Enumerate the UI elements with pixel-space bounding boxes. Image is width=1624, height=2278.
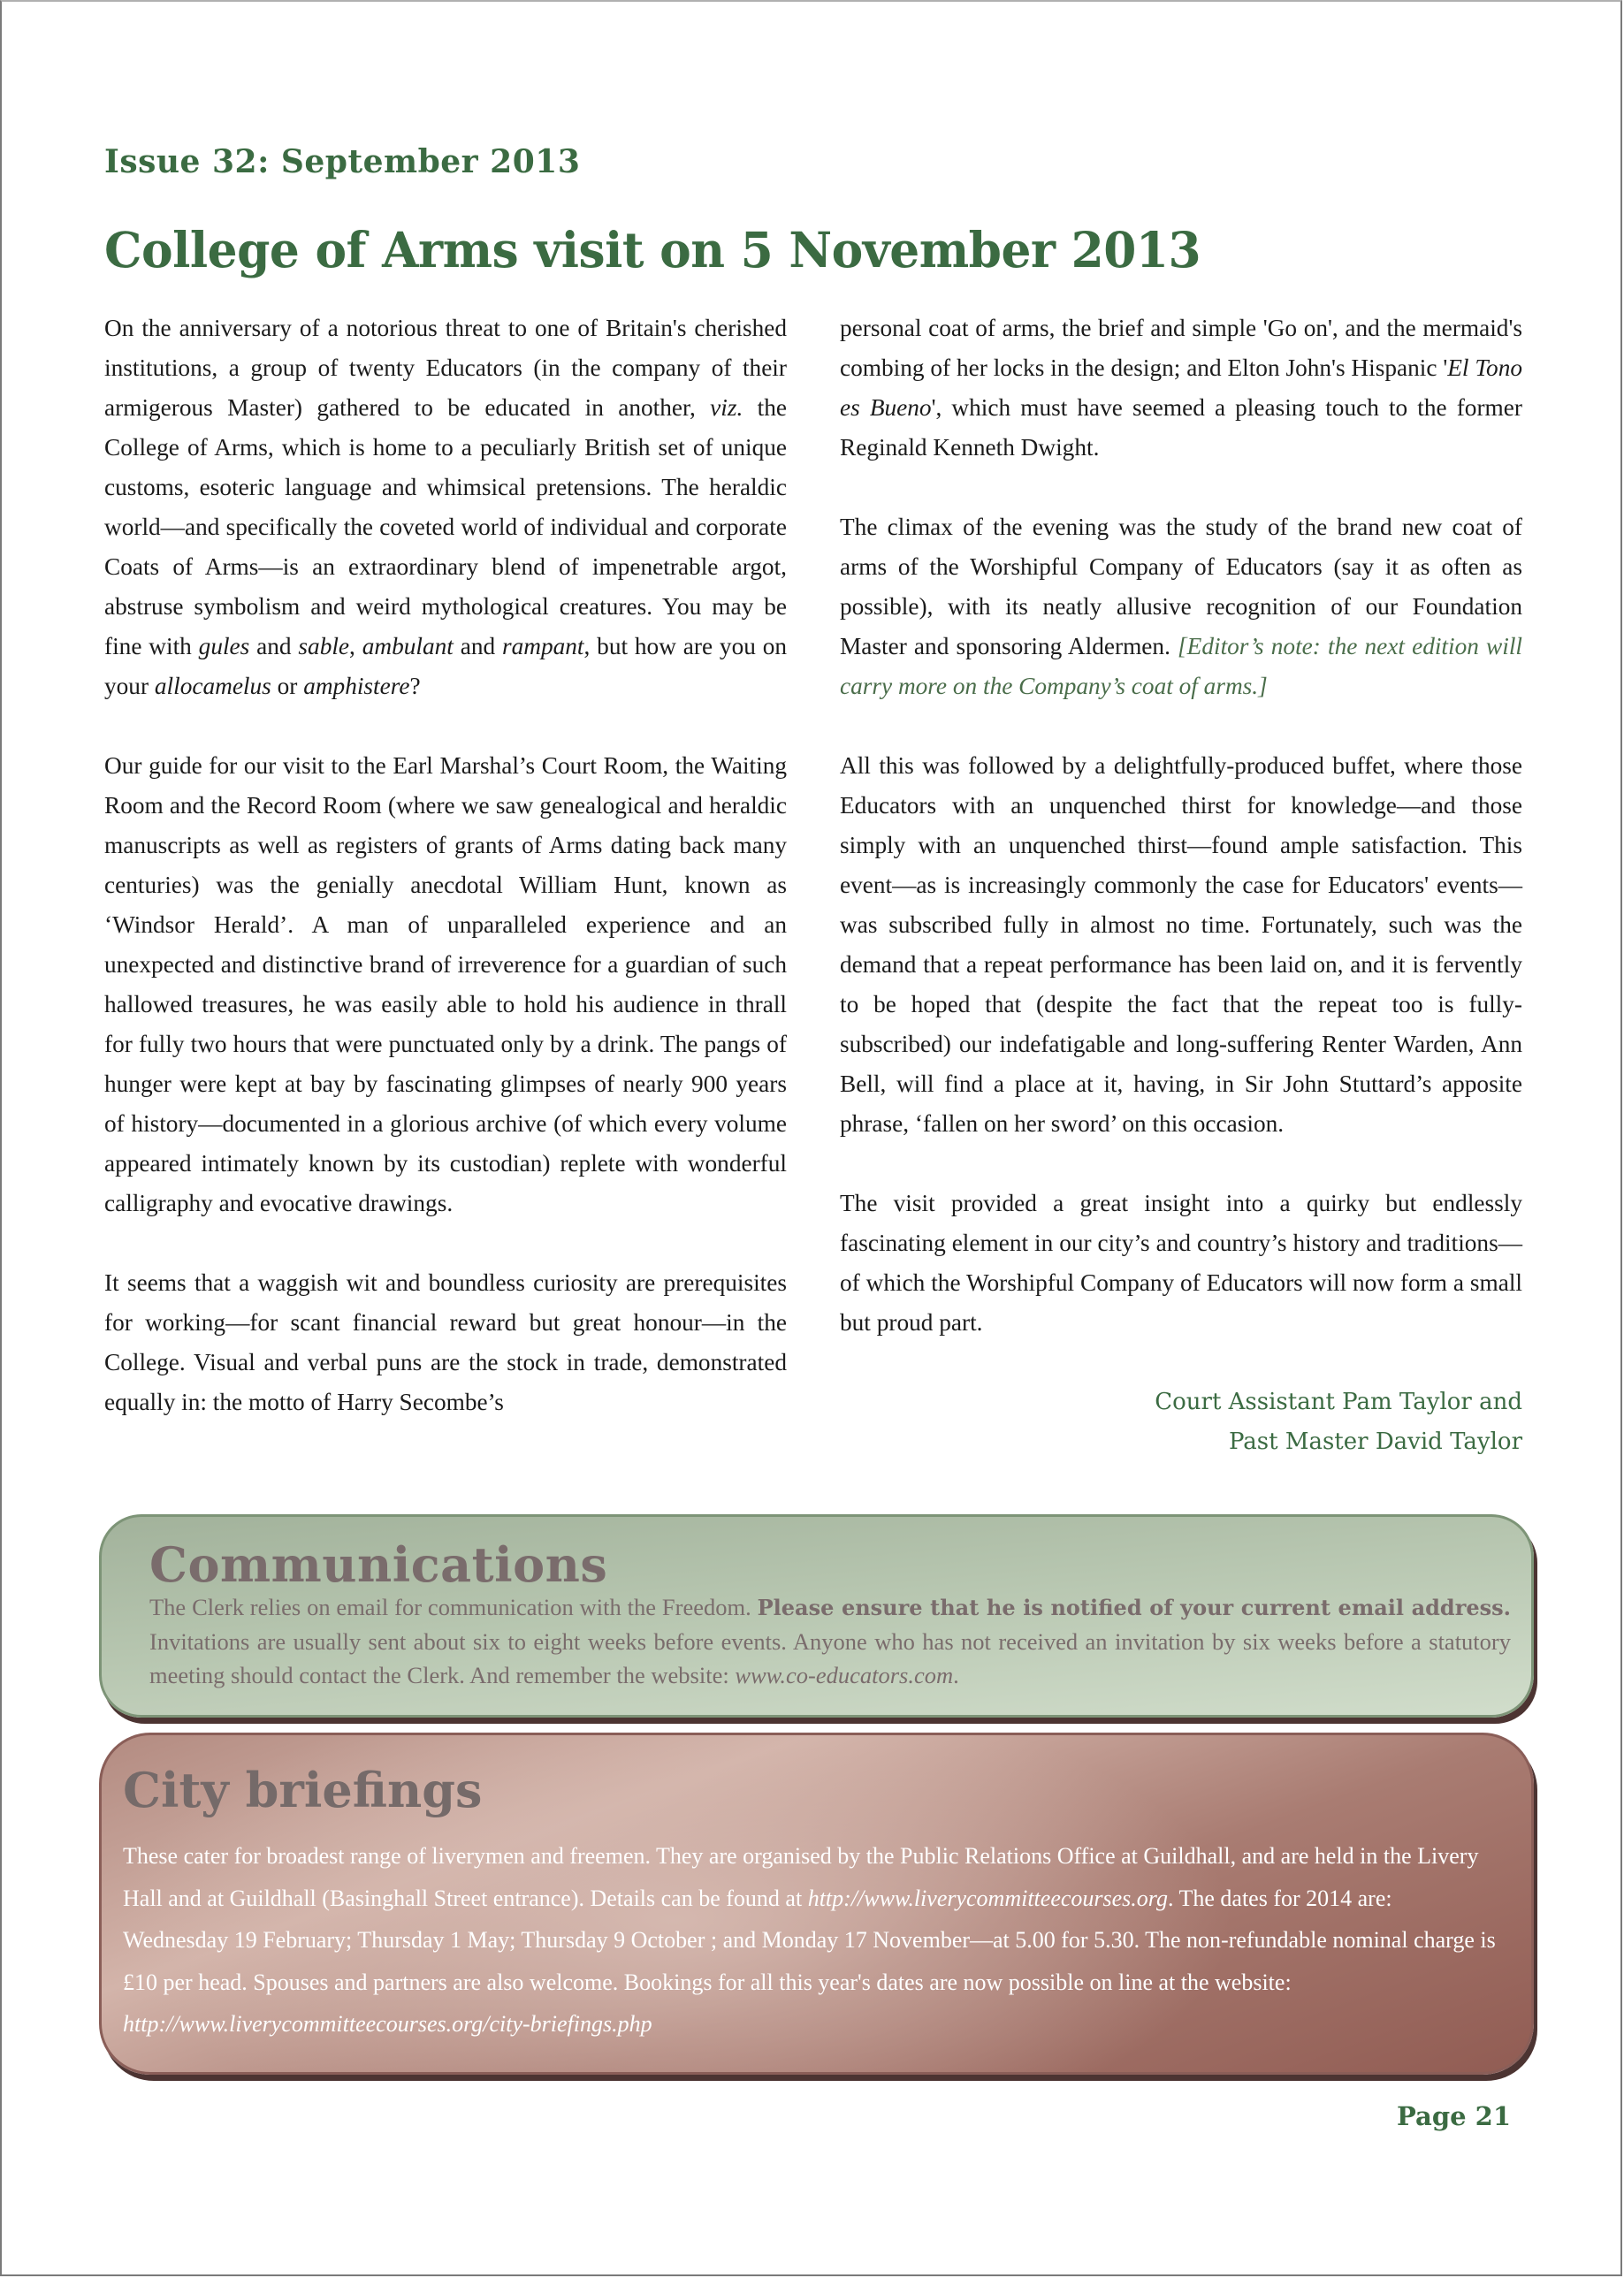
text-run: the College of Arms, which is home to a peculiarly British set of unique customs, esoteric language and whimsical pretensions. The heraldic world—and specifically the coveted world of individual and corporate Coats of Arms—is an extraordinary blend of impenetrable argot, abstruse symbolism and weird mythological creatures. You may be fine with	[104, 394, 787, 659]
article-right-column	[840, 309, 1522, 1462]
text-run: .	[953, 1662, 959, 1688]
city-briefings-link[interactable]: http://www.liverycommitteecourses.org/city-briefings.php	[123, 2011, 652, 2037]
article-paragraph: It seems that a waggish wit and boundless curiosity are prerequisites for working—for scant financial reward but great honour—in the College. Visual and verbal puns are the stock in trade, demonstrated equally in: the motto of Harry Secombe’s	[104, 1269, 787, 1415]
communications-box	[99, 1514, 1534, 1718]
text-run: ?	[409, 673, 421, 699]
text-run: . The dates for 2014 are: Wednesday 19 February; Thursday 1 May; Thursday 9 October ; and Monday 17 November—at 5.00 for 5.30. The non-refundable nominal charge is £10 per head. Spouses and partners are also welcome. Bookings for all this year's dates are now possible on line at the website:	[123, 1885, 1496, 1995]
text-run: The climax of the evening was the study of the brand new coat of arms of the Worshipful Company of Educators (say it as often as possible), with its neatly allusive recognition of our Foundation Master and sponsoring Aldermen.	[840, 514, 1522, 659]
website-link[interactable]: www.co-educators.com	[735, 1662, 954, 1688]
italic-term: allocamelus	[154, 673, 271, 699]
editor-note: [Editor’s note: the next edition will carry more on the Company’s coat of arms.]	[840, 633, 1522, 699]
city-briefings-box	[99, 1733, 1534, 2075]
signature-line: Past Master David Taylor	[1228, 1429, 1522, 1455]
text-run: and	[249, 633, 299, 659]
italic-term: gules	[198, 633, 250, 659]
city-briefings-title: City briefings	[123, 1762, 483, 1818]
italic-term: amphistere	[303, 673, 410, 699]
article-paragraph	[104, 309, 787, 706]
text-run: ', which must have seemed a pleasing touch to the former Reginald Kenneth Dwight.	[840, 394, 1522, 461]
text-run: or	[271, 673, 304, 699]
text-run: These cater for broadest range of liverymen and freemen. They are organised by the Public Relations Office at Guildhall, and are held in the Livery Hall and at Guildhall (Basinghall Street entrance). Details can be found at	[123, 1843, 1479, 1911]
text-run: ,	[349, 633, 362, 659]
article-left-column	[104, 309, 787, 1422]
bold-notice: Please ensure that he is notified of your current email address.	[757, 1595, 1512, 1620]
city-briefings-text	[123, 1835, 1502, 2046]
page-number: Page 21	[1397, 2101, 1511, 2131]
article-paragraph	[840, 309, 1522, 468]
livery-courses-link[interactable]: http://www.liverycommitteecourses.org	[807, 1885, 1168, 1911]
text-run: personal coat of arms, the brief and simple 'Go on', and the mermaid's combing of her locks in the design; and Elton John's Hispanic '	[840, 315, 1522, 381]
communications-title: Communications	[149, 1536, 608, 1593]
issue-label: Issue 32: September 2013	[104, 143, 581, 180]
text-run: On the anniversary of a notorious threat to one of Britain's cherished institutions, a group of twenty Educators (in the company of their armigerous Master) gathered to be educated in another,	[104, 315, 787, 421]
article-paragraph: All this was followed by a delightfully-produced buffet, where those Educators with an unquenched thirst for knowledge—and those simply with an unquenched thirst—found ample satisfaction. This event—as is increasingly commonly the case for Educators' events—was subscribed fully in almost no time. Fortunately, such was the demand that a repeat performance has been laid on, and it is fervently to be hoped that (despite the fact that the repeat too is fully-subscribed) our indefatigable and long-suffering Renter Warden, Ann Bell, will find a place at it, having, in Sir John Stuttard’s apposite phrase, ‘fallen on her sword’ on this occasion.	[840, 752, 1522, 1137]
italic-term: rampant	[501, 633, 584, 659]
italic-term: ambulant	[362, 633, 454, 659]
article-paragraph: Our guide for our visit to the Earl Marshal’s Court Room, the Waiting Room and the Record Room (where we saw genealogical and heraldic manuscripts as well as registers of grants of Arms dating back many centuries) was the genially anecdotal William Hunt, known as ‘Windsor Herald’. A man of unparalleled experience and an unexpected and distinctive brand of irreverence for a guardian of such hallowed treasures, he was easily able to hold his audience in thrall for fully two hours that were punctuated only by a drink. The pangs of hunger were kept at bay by fascinating glimpses of nearly 900 years of history—documented in a glorious archive (of which every volume appeared intimately known by its custodian) replete with wonderful calligraphy and evocative drawings.	[104, 752, 787, 1216]
article-paragraph	[840, 507, 1522, 706]
italic-term: El Tono es Bueno	[840, 354, 1522, 421]
article-paragraph: The visit provided a great insight into a quirky but endlessly fascinating element in our city’s and country’s history and traditions—of which the Worshipful Company of Educators will now form a small but proud part.	[840, 1190, 1522, 1336]
text-run: The Clerk relies on email for communication with the Freedom.	[149, 1594, 758, 1620]
article-signature	[840, 1383, 1522, 1462]
italic-term: sable	[298, 633, 350, 659]
text-run: , but how are you on your	[104, 633, 788, 699]
communications-text	[149, 1590, 1511, 1692]
text-run: Invitations are usually sent about six to eight weeks before events. Anyone who has not received an invitation by six weeks before a statutory meeting should contact the Clerk. And remember the website:	[149, 1628, 1511, 1688]
italic-term: viz.	[710, 394, 743, 421]
signature-line: Court Assistant Pam Taylor and	[1155, 1389, 1522, 1415]
text-run: and	[453, 633, 502, 659]
article-headline: College of Arms visit on 5 November 2013	[104, 221, 1201, 278]
